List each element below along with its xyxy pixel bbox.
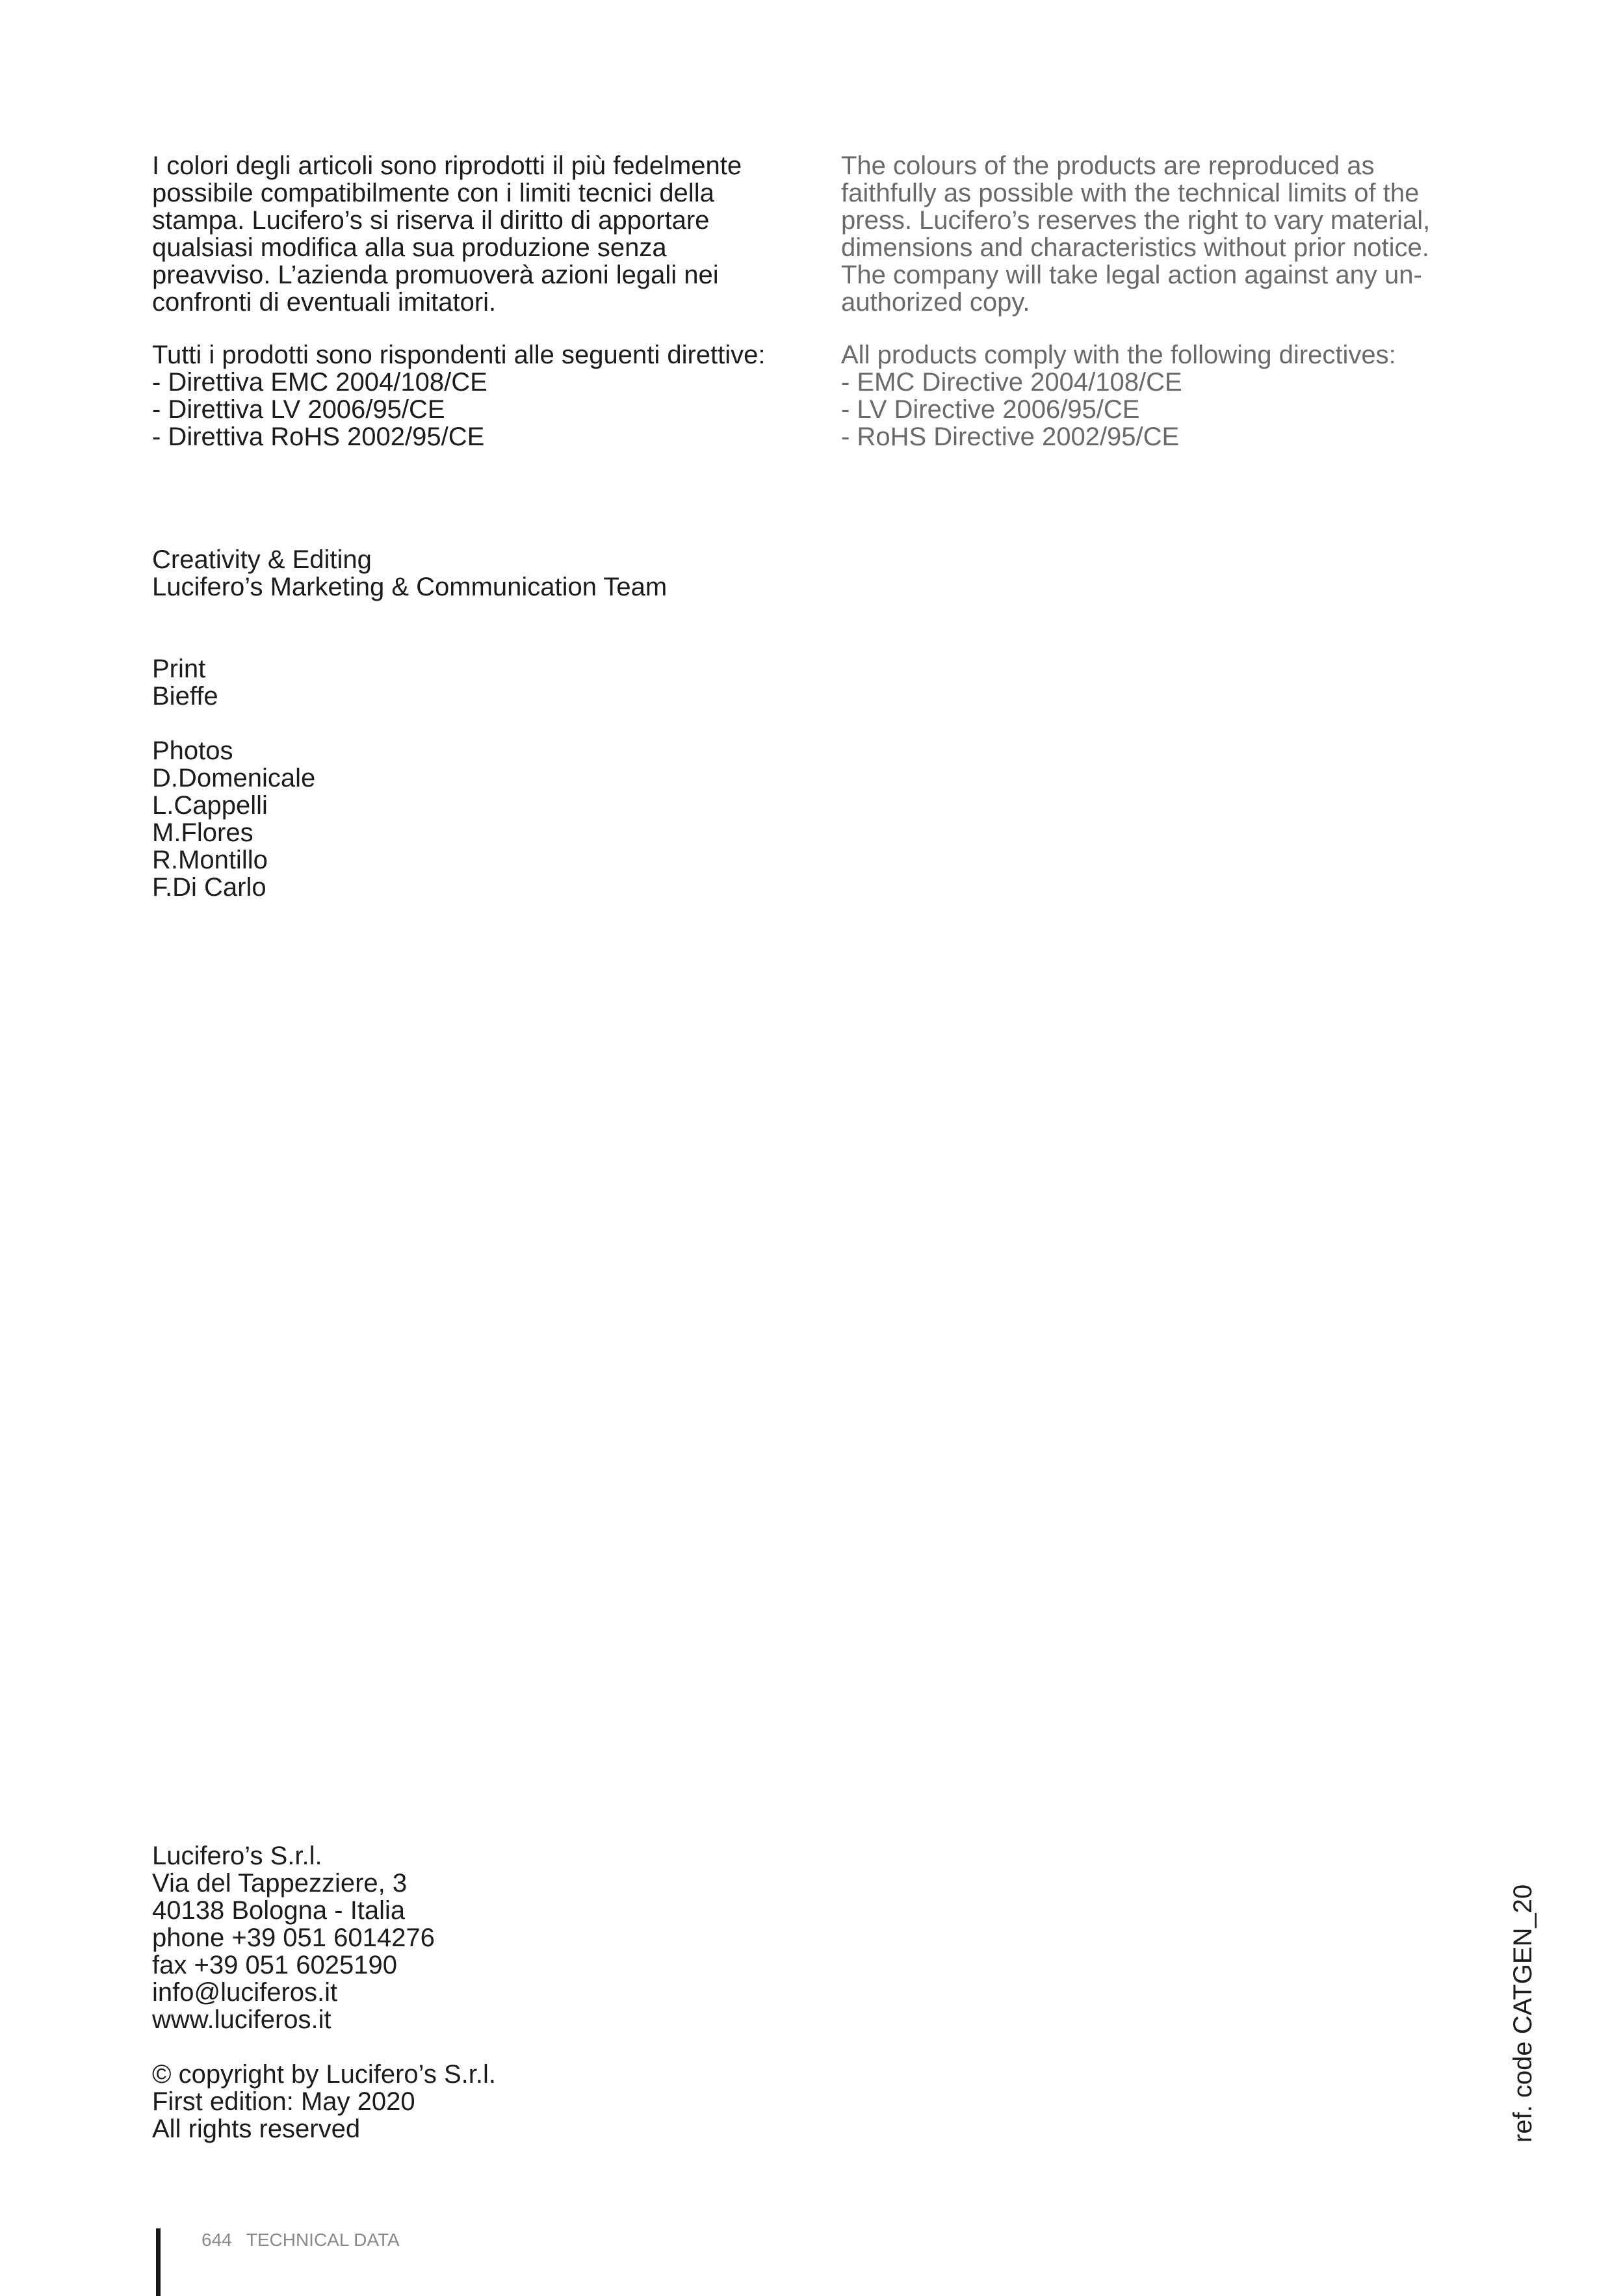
intro-english-line: dimensions and characteristics without prior notice.	[841, 233, 1429, 262]
intro-italian-line: preavviso. L’azienda promuoverà azioni legali nei	[152, 261, 719, 289]
intro-italian-line: I colori degli articoli sono riprodotti il più fedelmente	[152, 151, 742, 180]
directives-english-line: - EMC Directive 2004/108/CE	[841, 368, 1182, 397]
credits-print	[152, 655, 218, 710]
directives-english-line: All products comply with the following directives:	[841, 341, 1396, 369]
page-number: 644	[201, 2230, 232, 2250]
intro-english-line: faithfully as possible with the technical limits of the	[841, 179, 1420, 207]
credits-photos	[152, 737, 315, 901]
page-marker-bar	[156, 2228, 161, 2296]
directives-italian-line: - Direttiva RoHS 2002/95/CE	[152, 423, 485, 451]
credits-line: Photos	[152, 737, 233, 765]
intro-english-line: authorized copy.	[841, 288, 1030, 317]
page-footer	[201, 2230, 400, 2250]
directives-italian-line: - Direttiva LV 2006/95/CE	[152, 395, 445, 424]
intro-english-line: The company will take legal action against any un-	[841, 261, 1422, 289]
copyright-notice	[152, 2061, 496, 2143]
ref-code: ref. code CATGEN_20	[1509, 1884, 1537, 2143]
address-line: phone +39 051 6014276	[152, 1924, 435, 1952]
copyright-line: All rights reserved	[152, 2115, 361, 2143]
directives-english	[841, 341, 1504, 450]
intro-italian	[152, 152, 822, 316]
section-title: TECHNICAL DATA	[246, 2230, 400, 2250]
credits-line: L.Cappelli	[152, 791, 268, 820]
intro-italian-line: stampa. Lucifero’s si riserva il diritto di apportare	[152, 206, 710, 235]
copyright-line: © copyright by Lucifero’s S.r.l.	[152, 2060, 496, 2089]
directives-english-line: - LV Directive 2006/95/CE	[841, 395, 1140, 424]
directives-english-line: - RoHS Directive 2002/95/CE	[841, 423, 1180, 451]
directives-italian	[152, 341, 828, 450]
credits-line: Creativity & Editing	[152, 545, 372, 574]
address-line: www.luciferos.it	[152, 2005, 331, 2034]
address-line: Lucifero’s S.r.l.	[152, 1842, 322, 1870]
credits-line: R.Montillo	[152, 846, 268, 874]
intro-italian-line: possibile compatibilmente con i limiti tecnici della	[152, 179, 714, 207]
credits-line: D.Domenicale	[152, 764, 316, 792]
address-line: info@luciferos.it	[152, 1978, 338, 2007]
copyright-line: First edition: May 2020	[152, 2087, 415, 2116]
intro-english-line: press. Lucifero’s reserves the right to vary material,	[841, 206, 1431, 235]
directives-italian-line: Tutti i prodotti sono rispondenti alle seguenti direttive:	[152, 341, 766, 369]
directives-italian-line: - Direttiva EMC 2004/108/CE	[152, 368, 487, 397]
intro-italian-line: qualsiasi modifica alla sua produzione senza	[152, 233, 667, 262]
intro-italian-line: confronti di eventuali imitatori.	[152, 288, 497, 317]
address-line: 40138 Bologna - Italia	[152, 1896, 406, 1925]
credits-line: Print	[152, 655, 206, 683]
company-address	[152, 1842, 435, 2033]
address-line: fax +39 051 6025190	[152, 1951, 398, 1979]
address-line: Via del Tappezziere, 3	[152, 1869, 408, 1898]
credits-line: M.Flores	[152, 818, 253, 847]
credits-line: F.Di Carlo	[152, 873, 266, 902]
intro-english-line: The colours of the products are reproduced as	[841, 151, 1375, 180]
intro-english	[841, 152, 1504, 316]
credits-line: Lucifero’s Marketing & Communication Team	[152, 573, 668, 601]
credits-line: Bieffe	[152, 682, 218, 711]
credits-creativity	[152, 546, 667, 601]
